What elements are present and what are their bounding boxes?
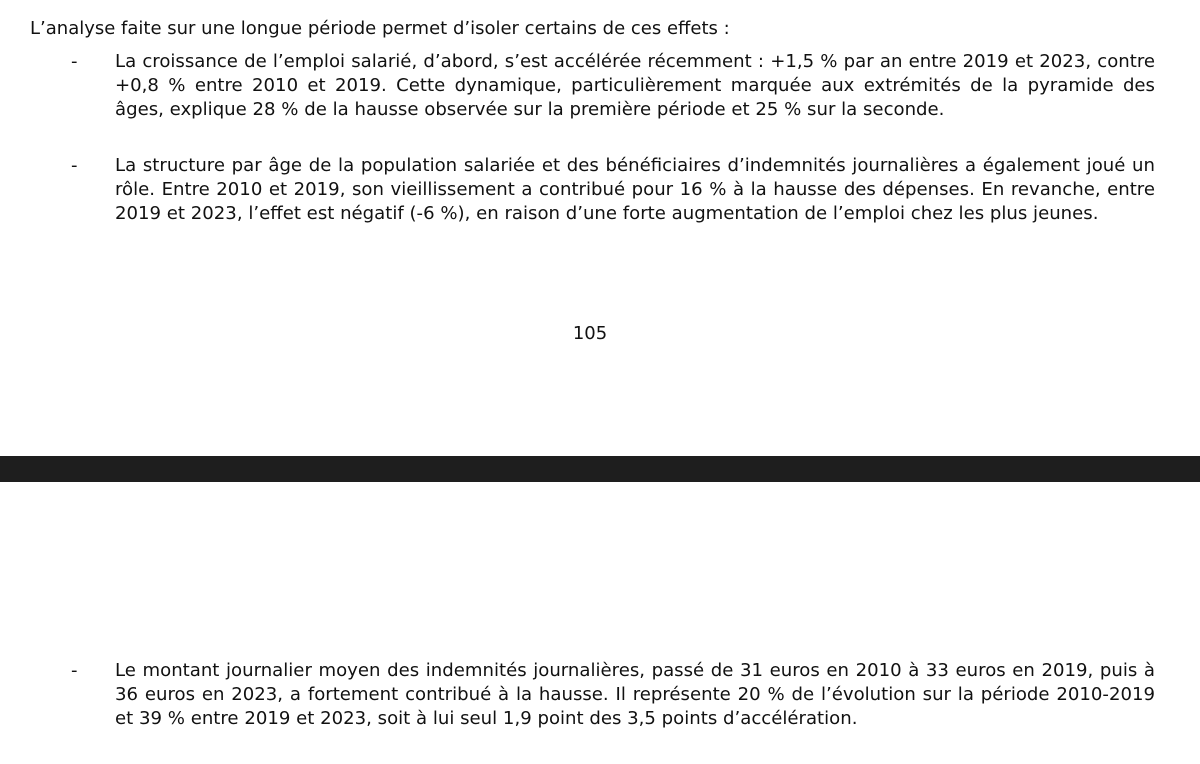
page-number: 105	[572, 323, 608, 344]
bullet-text: Le montant journalier moyen des indemnités journalières, passé de 31 euros en 2010 à 33 euros en 2019, puis à 36 euros en 2023, a fortement contribué à la hausse. Il représente 20 % de l’évolution sur la période 2010-2019 et 39 % entre 2019 et 2023, soit à lui seul 1,9 point des 3,5 points d’accélération.	[115, 660, 1155, 729]
bullet-text: La structure par âge de la population salariée et des bénéficiaires d’indemnités journalières a également joué un rôle. Entre 2010 et 2019, son vieillissement a contribué pour 16 % à la hausse des dépenses. En revanche, entre 2019 et 2023, l’effet est négatif (-6 %), en raison d’une forte augmentation de l’emploi chez les plus jeunes.	[115, 155, 1155, 224]
bullet-marker: -	[71, 51, 78, 72]
page-separator	[0, 456, 1200, 482]
bullet-text: La croissance de l’emploi salarié, d’abord, s’est accélérée récemment : +1,5 % par an entre 2019 et 2023, contre +0,8 % entre 2010 et 2019. Cette dynamique, particulièrement marquée aux extrémités de la pyramide des âges, explique 28 % de la hausse observée sur la première période et 25 % sur la seconde.	[115, 51, 1155, 120]
intro-paragraph: L’analyse faite sur une longue période permet d’isoler certains de ces effets :	[30, 18, 730, 39]
bullet-marker: -	[71, 155, 78, 176]
bullet-marker: -	[71, 660, 78, 681]
